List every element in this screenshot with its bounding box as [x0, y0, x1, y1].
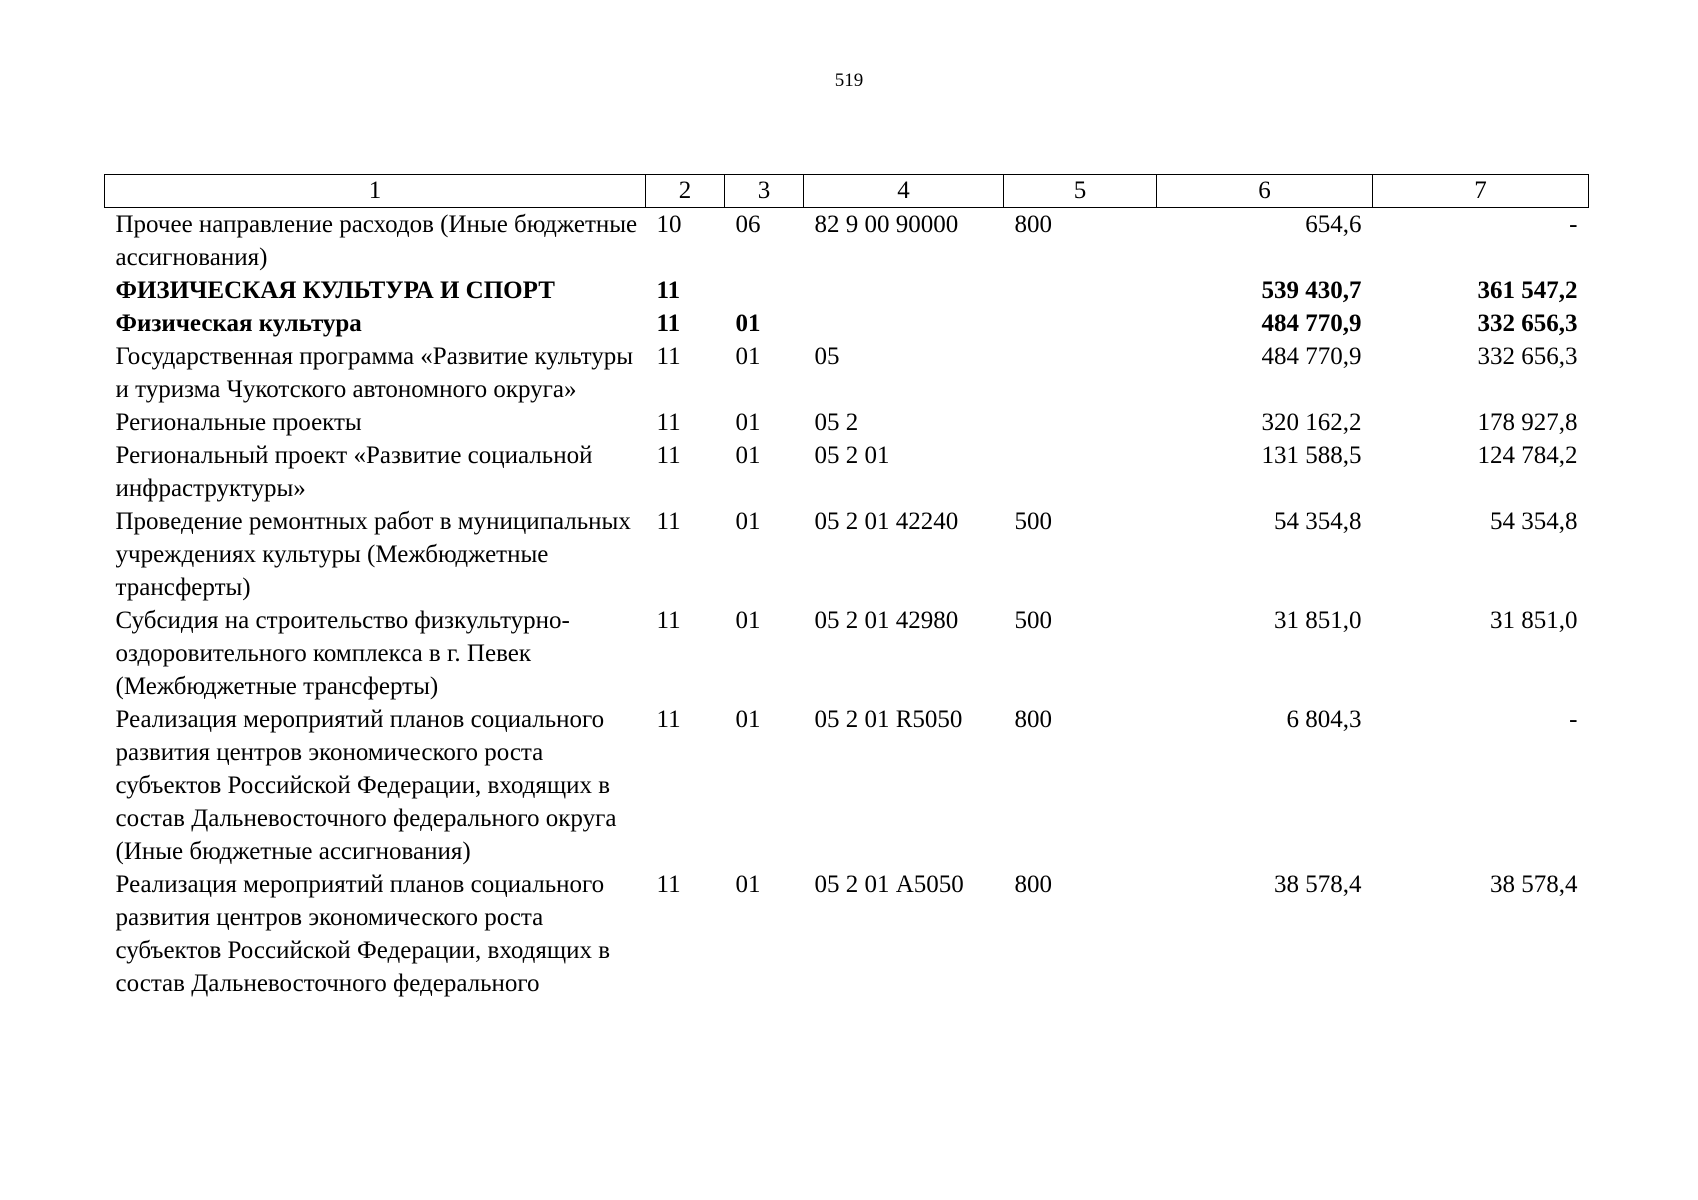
target-article-cell: 82 9 00 90000: [814, 211, 959, 238]
table-row: [105, 274, 1589, 307]
section-cell: 11: [656, 607, 681, 634]
table-row: [105, 406, 1589, 439]
header-col-2: 2: [646, 175, 725, 208]
amount-year1-cell: 6 804,3: [1286, 706, 1362, 733]
target-article-cell: 05 2 01 42240: [814, 508, 959, 535]
expense-type-cell: [1004, 274, 1157, 307]
amount-year1-cell: 320 162,2: [1261, 409, 1362, 436]
subsection-cell: [725, 274, 804, 307]
expense-type-cell: 800: [1014, 871, 1052, 898]
expense-type-cell: 500: [1014, 508, 1052, 535]
table-row: [105, 340, 1589, 406]
amount-year1-cell: 484 770,9: [1261, 310, 1362, 337]
table-row: [105, 505, 1589, 604]
row-name-cell: Прочее направление расходов (Иные бюджетные ассигнования): [115, 211, 638, 271]
header-col-1: 1: [105, 175, 646, 208]
subsection-cell: 01: [735, 310, 761, 337]
row-name-cell: Физическая культура: [115, 310, 362, 337]
row-name-cell: Проведение ремонтных работ в муниципальных учреждениях культуры (Межбюджетные трансферты): [115, 508, 631, 601]
row-name-cell: Реализация мероприятий планов социального развития центров экономического роста субъектов Российской Федерации, входящих в состав Дальневосточного федерального округа (Иные бюджетные ассигнования): [115, 706, 617, 865]
subsection-cell: 01: [735, 871, 761, 898]
amount-year2-cell: -: [1569, 706, 1578, 733]
amount-year2-cell: 54 354,8: [1490, 508, 1578, 535]
row-name-cell: Субсидия на строительство физкультурно-оздоровительного комплекса в г. Певек (Межбюджетные трансферты): [115, 607, 570, 700]
target-article-cell: 05 2: [814, 409, 859, 436]
header-col-3: 3: [725, 175, 804, 208]
subsection-cell: 01: [735, 508, 761, 535]
table-body: [105, 208, 1589, 1001]
subsection-cell: 01: [735, 442, 761, 469]
amount-year2-cell: 38 578,4: [1490, 871, 1578, 898]
row-name-cell: Реализация мероприятий планов социального развития центров экономического роста субъектов Российской Федерации, входящих в состав Дальневосточного федерального: [115, 871, 611, 997]
section-cell: 11: [656, 310, 681, 337]
section-cell: 11: [656, 706, 681, 733]
target-article-cell: 05 2 01: [814, 442, 890, 469]
amount-year1-cell: 54 354,8: [1274, 508, 1362, 535]
subsection-cell: 01: [735, 343, 761, 370]
header-col-4: 4: [804, 175, 1004, 208]
target-article-cell: 05 2 01 42980: [814, 607, 959, 634]
row-name-cell: ФИЗИЧЕСКАЯ КУЛЬТУРА И СПОРТ: [115, 277, 555, 304]
amount-year1-cell: 654,6: [1305, 211, 1362, 238]
page-number: 519: [834, 70, 864, 91]
section-cell: 11: [656, 277, 681, 304]
expense-type-cell: 800: [1014, 706, 1052, 733]
amount-year1-cell: 539 430,7: [1261, 277, 1362, 304]
table-row: [105, 604, 1589, 703]
subsection-cell: 06: [735, 211, 761, 238]
subsection-cell: 01: [735, 409, 761, 436]
section-cell: 11: [656, 409, 681, 436]
row-name-cell: Государственная программа «Развитие культуры и туризма Чукотского автономного округа»: [115, 343, 634, 403]
header-col-6: 6: [1157, 175, 1373, 208]
table-row: [105, 307, 1589, 340]
subsection-cell: 01: [735, 607, 761, 634]
amount-year2-cell: 332 656,3: [1477, 343, 1578, 370]
amount-year2-cell: 361 547,2: [1477, 277, 1578, 304]
table-row: [105, 208, 1589, 275]
expense-type-cell: [1004, 439, 1157, 505]
section-cell: 11: [656, 343, 681, 370]
table-header: [105, 175, 1589, 208]
amount-year2-cell: 178 927,8: [1477, 409, 1578, 436]
amount-year2-cell: 332 656,3: [1477, 310, 1578, 337]
amount-year2-cell: 31 851,0: [1490, 607, 1578, 634]
section-cell: 10: [656, 211, 682, 238]
amount-year1-cell: 131 588,5: [1261, 442, 1362, 469]
subsection-cell: 01: [735, 706, 761, 733]
header-row: [105, 175, 1589, 208]
target-article-cell: 05 2 01 А5050: [814, 871, 964, 898]
amount-year1-cell: 31 851,0: [1274, 607, 1362, 634]
expense-type-cell: 500: [1014, 607, 1052, 634]
table-row: [105, 703, 1589, 868]
section-cell: 11: [656, 871, 681, 898]
row-name-cell: Региональные проекты: [115, 409, 362, 436]
expense-type-cell: [1004, 307, 1157, 340]
table-row: [105, 868, 1589, 1000]
amount-year1-cell: 38 578,4: [1274, 871, 1362, 898]
header-col-5: 5: [1004, 175, 1157, 208]
table-row: [105, 439, 1589, 505]
section-cell: 11: [656, 508, 681, 535]
amount-year2-cell: 124 784,2: [1477, 442, 1578, 469]
budget-table: [104, 174, 1589, 1000]
expense-type-cell: 800: [1014, 211, 1052, 238]
target-article-cell: 05 2 01 R5050: [814, 706, 963, 733]
row-name-cell: Региональный проект «Развитие социальной инфраструктуры»: [115, 442, 593, 502]
amount-year1-cell: 484 770,9: [1261, 343, 1362, 370]
expense-type-cell: [1004, 406, 1157, 439]
amount-year2-cell: -: [1569, 211, 1578, 238]
target-article-cell: 05: [814, 343, 840, 370]
target-article-cell: [804, 274, 1004, 307]
target-article-cell: [804, 307, 1004, 340]
section-cell: 11: [656, 442, 681, 469]
expense-type-cell: [1004, 340, 1157, 406]
header-col-7: 7: [1373, 175, 1589, 208]
